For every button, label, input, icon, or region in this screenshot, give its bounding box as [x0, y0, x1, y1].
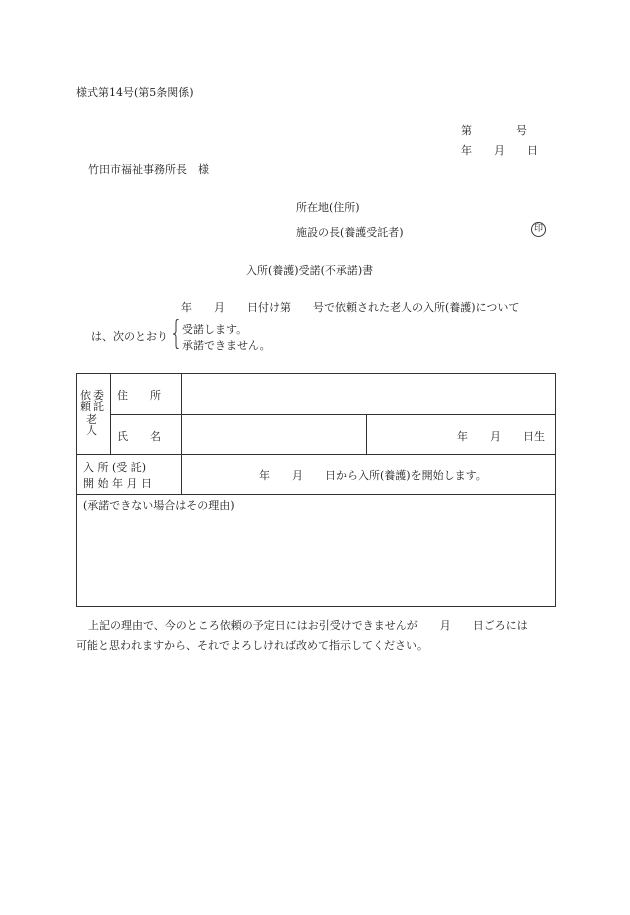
addressee: 竹田市福祉事務所長 様	[88, 163, 209, 176]
row-divider	[77, 494, 555, 495]
footer-line-1: 上記の理由で、今のところ依頼の予定日にはお引受けできませんが 月 日ごろには	[88, 619, 528, 632]
document-date: 年 月 日	[461, 144, 538, 157]
form-number: 様式第14号(第5条関係)	[76, 86, 194, 99]
location-label: 所在地(住所)	[296, 201, 360, 214]
address-label: 住 所	[117, 389, 161, 402]
option-decline: 承諾できません。	[182, 339, 271, 352]
body-line-1: 年 月 日付け第 号で依頼された老人の入所(養護)について	[181, 301, 520, 314]
reason-label: (承諾できない場合はその理由)	[83, 499, 235, 512]
seal-mark	[531, 222, 546, 237]
row-divider	[110, 414, 555, 415]
option-accept: 受諾します。	[182, 323, 248, 336]
col-divider	[110, 374, 111, 454]
entrusted-label-col2: 委託	[93, 389, 104, 413]
entrusted-label-col1: 依頼	[80, 389, 91, 413]
col-divider	[181, 374, 182, 494]
col-divider	[366, 414, 367, 454]
start-date-text: 年 月 日から入所(養護)を開始します。	[259, 469, 487, 482]
seal-text: 印	[533, 224, 543, 234]
body-line-2-prefix: は、次のとおり	[91, 330, 168, 343]
document-number: 第 号	[461, 124, 527, 137]
entrusted-elder-table	[76, 373, 556, 607]
row-divider	[77, 454, 555, 455]
document-title: 入所(養護)受諾(不承諾)書	[246, 264, 374, 277]
start-label-line-2: 開 始 年 月 日	[83, 477, 152, 490]
entrusted-label-suffix: 老人	[86, 413, 97, 437]
brace-icon	[173, 319, 179, 349]
name-label: 氏 名	[117, 430, 161, 443]
start-label-line-1: 入 所 (受 託)	[83, 461, 147, 474]
footer-line-2: 可能と思われますから、それでよろしければ改めて指示してください。	[76, 639, 428, 652]
facility-head-label: 施設の長(養護受託者)	[296, 226, 404, 239]
birth-date-label: 年 月 日生	[457, 430, 545, 443]
